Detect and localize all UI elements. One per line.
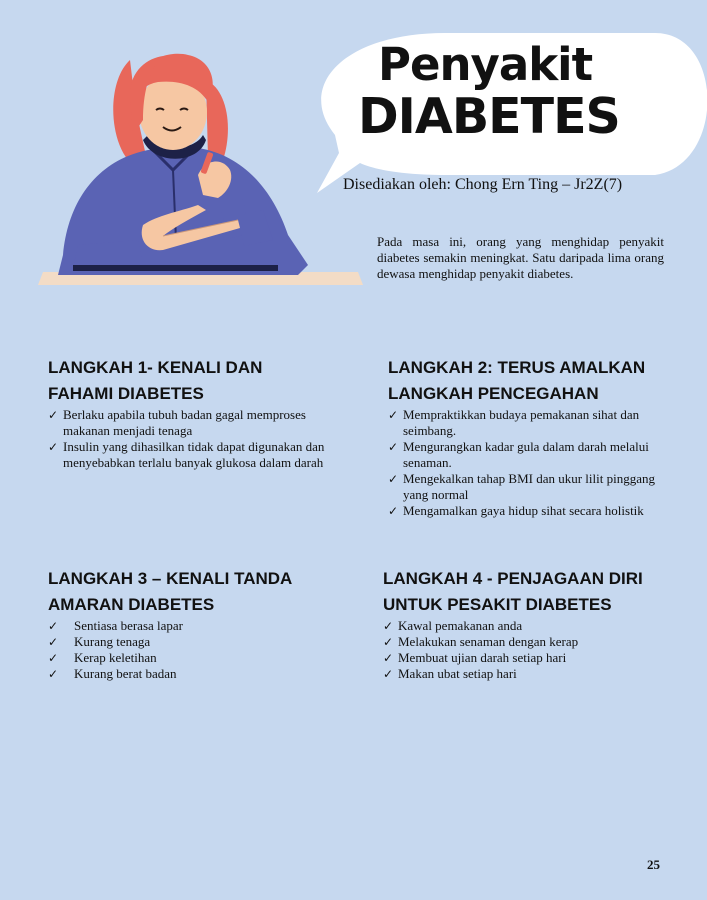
list-item: ✓ Mengurangkan kadar gula dalam darah melalui senaman. [388,439,649,470]
check-icon: ✓ [388,440,399,454]
list-item: ✓ Melakukan senaman dengan kerap [383,634,579,649]
section-list [388,407,673,519]
check-icon: ✓ [383,635,394,649]
check-icon: ✓ [388,408,399,422]
list-item: ✓ Membuat ujian darah setiap hari [383,650,567,665]
list-item: ✓ Insulin yang dihasilkan tidak dapat digunakan dan menyebabkan terlalu banyak glukosa dalam darah [48,439,325,470]
page-number: 25 [647,857,660,872]
check-icon: ✓ [383,667,394,681]
check-icon: ✓ [383,651,394,665]
check-icon: ✓ [48,635,59,649]
intro-paragraph: Pada masa ini, orang yang menghidap penyakit diabetes semakin meningkat. Satu daripada lima orang dewasa menghidap penyakit diabetes. [377,234,664,281]
section-heading: LANGKAH 4 - PENJAGAAN DIRI UNTUK PESAKIT DIABETES [383,569,643,614]
check-icon: ✓ [388,504,399,518]
list-item: ✓ Kurang berat badan [48,666,177,681]
section-heading: LANGKAH 3 – KENALI TANDA AMARAN DIABETES [48,569,293,614]
list-item: ✓ Kawal pemakanan anda [383,618,523,633]
list-item: ✓ Mempraktikkan budaya pemakanan sihat dan seimbang. [388,407,640,438]
check-icon: ✓ [48,651,59,665]
list-item: ✓ Berlaku apabila tubuh badan gagal memproses makanan menjadi tenaga [48,407,306,438]
check-icon: ✓ [48,667,59,681]
check-icon: ✓ [48,440,59,454]
section-heading: LANGKAH 2: TERUS AMALKAN LANGKAH PENCEGAHAN [388,358,646,403]
section-list [383,618,673,682]
section-langkah-4 [383,566,673,682]
section-heading: LANGKAH 1- KENALI DAN FAHAMI DIABETES [48,358,263,403]
section-langkah-2 [388,355,673,519]
check-icon: ✓ [383,619,394,633]
check-icon: ✓ [388,472,399,486]
byline: Disediakan oleh: Chong Ern Ting – Jr2Z(7) [343,176,623,193]
section-langkah-3 [48,566,348,682]
list-item: ✓ Mengekalkan tahap BMI dan ukur lilit pinggang yang normal [388,471,656,502]
list-item: ✓ Makan ubat setiap hari [383,666,517,681]
list-item: ✓ Mengamalkan gaya hidup sihat secara holistik [388,503,644,518]
title-line-1: Penyakit [378,38,593,91]
title-line-2: DIABETES [358,88,620,145]
check-icon: ✓ [48,619,59,633]
list-item: ✓ Sentiasa berasa lapar [48,618,184,633]
section-langkah-1 [48,355,348,471]
section-list [48,618,348,682]
check-icon: ✓ [48,408,59,422]
list-item: ✓ Kerap keletihan [48,650,157,665]
list-item: ✓ Kurang tenaga [48,634,151,649]
section-list [48,407,348,471]
